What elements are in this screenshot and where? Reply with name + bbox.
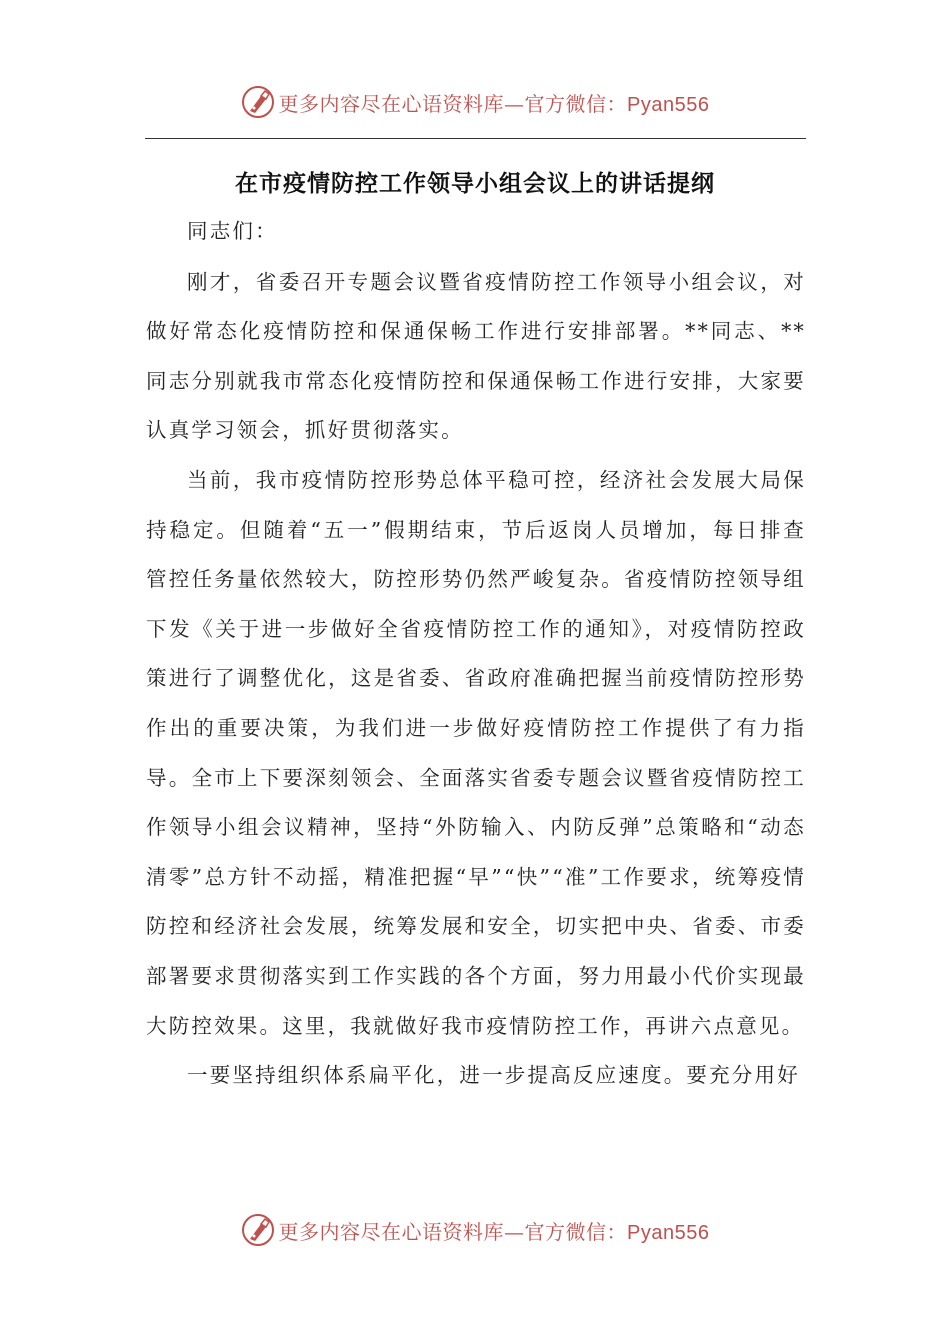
header-watermark — [0, 82, 950, 122]
watermark-text: 更多内容尽在心语资料库—官方微信：Pyan556 — [278, 1219, 710, 1244]
footer-watermark — [0, 1210, 950, 1250]
watermark-text: 更多内容尽在心语资料库—官方微信：Pyan556 — [278, 91, 710, 116]
header-divider — [145, 138, 806, 139]
pen-nib-logo-icon — [241, 85, 275, 119]
paragraph-3: 一要坚持组织体系扁平化，进一步提高反应速度。要充分用好 — [187, 1063, 800, 1088]
paragraph-1: 刚才，省委召开专题会议暨省疫情防控工作领导小组会议，对做好常态化疫情防控和保通保畅工作进行安排部署。**同志、**同志分别就我市常态化疫情防控和保通保畅工作进行安排，大家要认真学习领会，抓好贯彻落实。 — [146, 269, 806, 443]
paragraph-2: 当前，我市疫情防控形势总体平稳可控，经济社会发展大局保持稳定。但随着“五一”假期结束，节后返岗人员增加，每日排查管控任务量依然较大，防控形势仍然严峻复杂。省疫情防控领导组下发《关于进一步做好全省疫情防控工作的通知》，对疫情防控政策进行了调整优化，这是省委、省政府准确把握当前疫情防控形势作出的重要决策，为我们进一步做好疫情防控工作提供了有力指导。全市上下要深刻领会、全面落实省委专题会议暨省疫情防控工作领导小组会议精神，坚持“外防输入、内防反弹”总策略和“动态清零”总方针不动摇，精准把握“早”“快”“准”工作要求，统筹疫情防控和经济社会发展，统筹发展和安全，切实把中央、省委、市委部署要求贯彻落实到工作实践的各个方面，努力用最小代价实现最大防控效果。这里，我就做好我市疫情防控工作，再讲六点意见。 — [146, 467, 806, 1038]
document-title: 在市疫情防控工作领导小组会议上的讲话提纲 — [235, 171, 715, 197]
salutation: 同志们： — [187, 219, 278, 243]
document-body — [146, 207, 806, 1101]
pen-nib-logo-icon — [241, 1213, 275, 1247]
